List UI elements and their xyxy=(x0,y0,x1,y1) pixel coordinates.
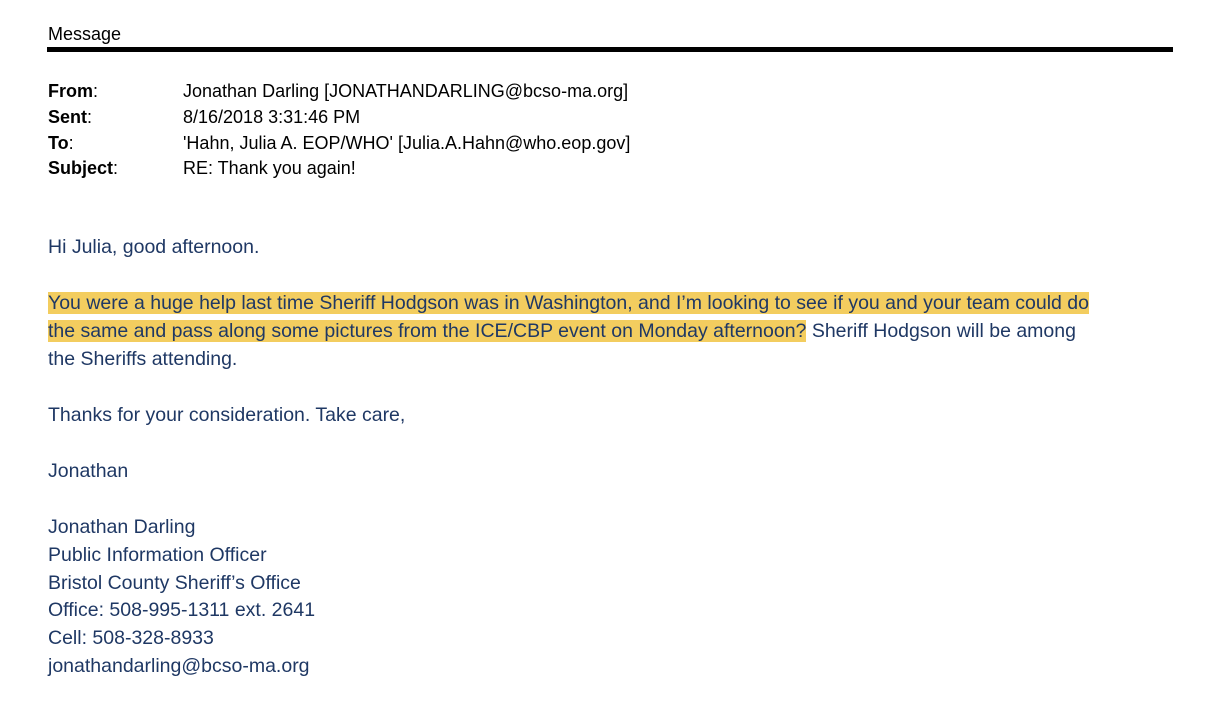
signature-name: Jonathan Darling xyxy=(48,516,196,538)
subject-row xyxy=(48,155,356,181)
paragraph-line-1 xyxy=(48,289,1089,317)
greeting: Hi Julia, good afternoon. xyxy=(48,236,260,258)
highlighted-text: the same and pass along some pictures from the ICE/CBP event on Monday afternoon? xyxy=(48,320,807,342)
signature-block xyxy=(48,514,315,681)
sent-label: Sent: xyxy=(48,107,93,127)
from-value: Jonathan Darling [JONATHANDARLING@bcso-ma.org] xyxy=(183,81,629,101)
to-label: To: xyxy=(48,133,74,153)
subject-label: Subject: xyxy=(48,158,119,178)
paragraph-text: Sheriff Hodgson will be among xyxy=(806,320,1076,342)
paragraph-line-3: the Sheriffs attending. xyxy=(48,348,238,370)
to-value: 'Hahn, Julia A. EOP/WHO' [Julia.A.Hahn@who.eop.gov] xyxy=(183,133,631,153)
from-row xyxy=(48,78,628,104)
from-label: From: xyxy=(48,81,99,101)
sent-row xyxy=(48,104,360,130)
highlighted-text: You were a huge help last time Sheriff Hodgson was in Washington, and I’m looking to see if you and your team could do xyxy=(48,292,1089,314)
header-divider xyxy=(47,47,1173,52)
to-row xyxy=(48,130,630,156)
signature-cell-phone: Cell: 508-328-8933 xyxy=(48,627,214,650)
thanks-line: Thanks for your consideration. Take care, xyxy=(48,404,406,426)
signature-title: Public Information Officer xyxy=(48,543,267,566)
signature-office-phone: Office: 508-995-1311 ext. 2641 xyxy=(48,599,316,622)
signature-email: jonathandarling@bcso-ma.org xyxy=(48,654,310,677)
subject-value: RE: Thank you again! xyxy=(183,158,356,178)
sent-value: 8/16/2018 3:31:46 PM xyxy=(183,107,361,127)
paragraph-line-2 xyxy=(48,317,1076,345)
signature-org: Bristol County Sheriff’s Office xyxy=(48,571,301,594)
message-label: Message xyxy=(48,24,122,44)
signoff: Jonathan xyxy=(48,460,129,482)
